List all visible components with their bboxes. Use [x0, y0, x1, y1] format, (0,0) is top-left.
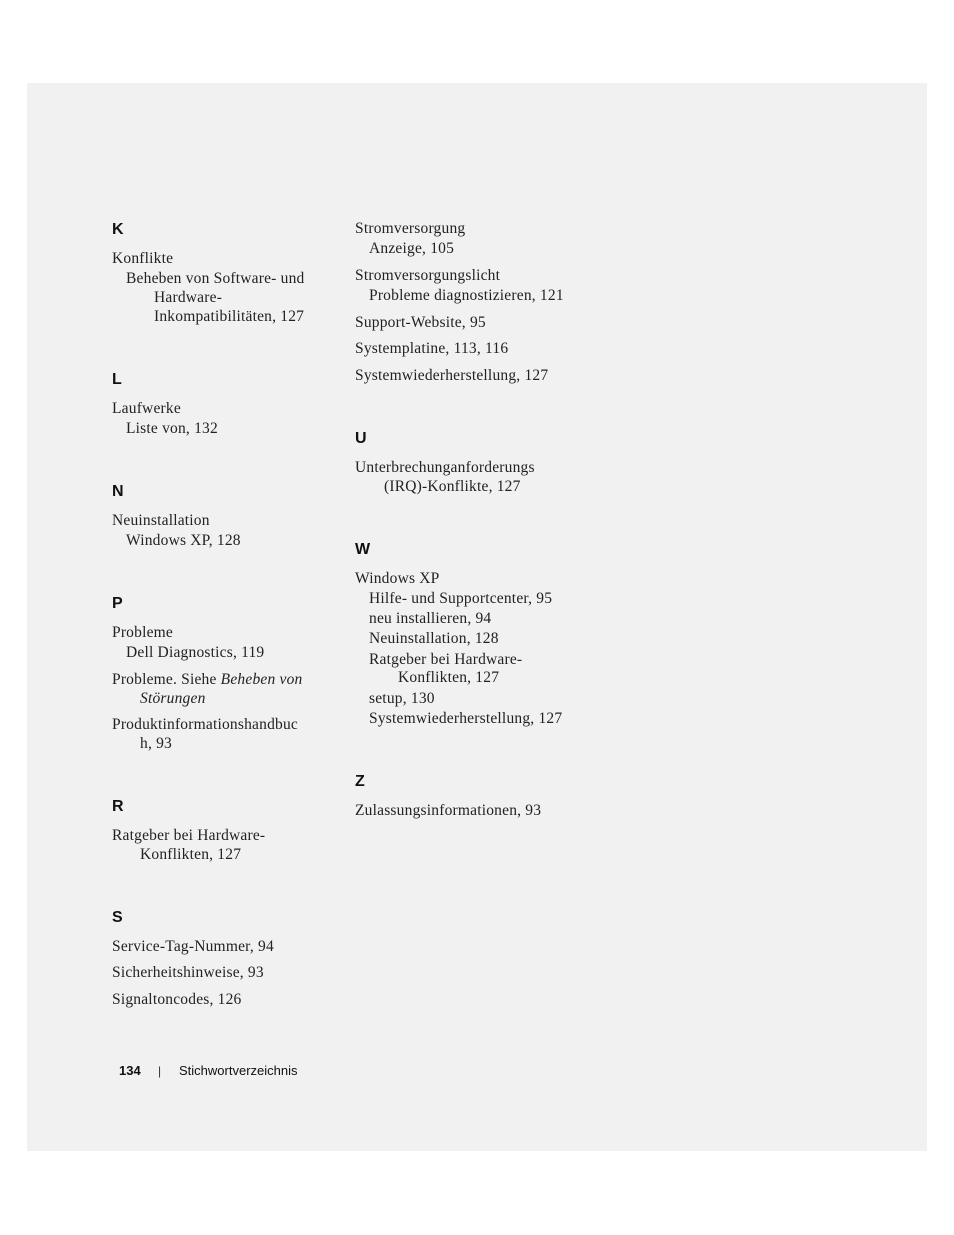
- footer-separator: |: [158, 1064, 162, 1078]
- index-entry: Stromversorgungslicht: [355, 267, 501, 284]
- index-subentry-continuation: Konflikten, 127: [398, 669, 500, 686]
- index-subentry: Beheben von Software- und: [126, 270, 305, 287]
- index-entry: Produktinformationshandbuc: [112, 716, 299, 733]
- index-entry: Laufwerke: [112, 400, 181, 417]
- see-text: Probleme. Siehe: [112, 671, 221, 688]
- index-subentry: Liste von, 132: [126, 420, 218, 437]
- section-heading-n: N: [112, 483, 124, 500]
- index-entry: Service-Tag-Nummer, 94: [112, 938, 274, 955]
- section-heading-u: U: [355, 430, 367, 447]
- section-heading-p: P: [112, 595, 123, 612]
- index-entry: Sicherheitshinweise, 93: [112, 964, 264, 981]
- index-subentry-continuation: Hardware-: [154, 289, 223, 306]
- index-subentry: Dell Diagnostics, 119: [126, 644, 265, 661]
- index-subentry-continuation: Inkompatibilitäten, 127: [154, 308, 305, 325]
- index-subentry: Neuinstallation, 128: [369, 630, 499, 647]
- index-subentry: Probleme diagnostizieren, 121: [369, 287, 564, 304]
- section-heading-w: W: [355, 541, 371, 558]
- index-entry: Windows XP: [355, 570, 440, 587]
- index-entry: Zulassungsinformationen, 93: [355, 802, 542, 819]
- index-entry-see: [112, 672, 302, 688]
- index-entry: Systemwiederherstellung, 127: [355, 367, 549, 384]
- index-entry: Systemplatine, 113, 116: [355, 340, 509, 357]
- index-subentry: setup, 130: [369, 690, 435, 707]
- index-subentry: Windows XP, 128: [126, 532, 241, 549]
- section-heading-l: L: [112, 371, 122, 388]
- index-entry: Unterbrechunganforderungs: [355, 459, 535, 476]
- index-entry-continuation: Konflikten, 127: [140, 846, 242, 863]
- see-reference: Beheben von: [220, 671, 303, 688]
- section-heading-s: S: [112, 909, 123, 926]
- footer-title: Stichwortverzeichnis: [179, 1063, 298, 1078]
- index-entry: Ratgeber bei Hardware-: [112, 827, 266, 844]
- index-subentry: neu installieren, 94: [369, 610, 492, 627]
- index-entry: Signaltoncodes, 126: [112, 991, 242, 1008]
- index-entry: Stromversorgung: [355, 220, 466, 237]
- section-heading-z: Z: [355, 773, 365, 790]
- index-entry: Konflikte: [112, 250, 174, 267]
- page-number: 134: [119, 1063, 141, 1078]
- section-heading-k: K: [112, 221, 124, 238]
- section-heading-r: R: [112, 798, 124, 815]
- see-reference-continuation: Störungen: [140, 690, 206, 707]
- index-entry-continuation: h, 93: [140, 735, 172, 752]
- index-subentry: Anzeige, 105: [369, 240, 455, 257]
- index-entry: Support-Website, 95: [355, 314, 486, 331]
- index-subentry: Ratgeber bei Hardware-: [369, 651, 523, 668]
- index-entry-continuation: (IRQ)-Konflikte, 127: [384, 478, 521, 495]
- index-subentry: Systemwiederherstellung, 127: [369, 710, 563, 727]
- index-entry: Probleme: [112, 624, 174, 641]
- index-subentry: Hilfe- und Supportcenter, 95: [369, 590, 553, 607]
- index-entry: Neuinstallation: [112, 512, 210, 529]
